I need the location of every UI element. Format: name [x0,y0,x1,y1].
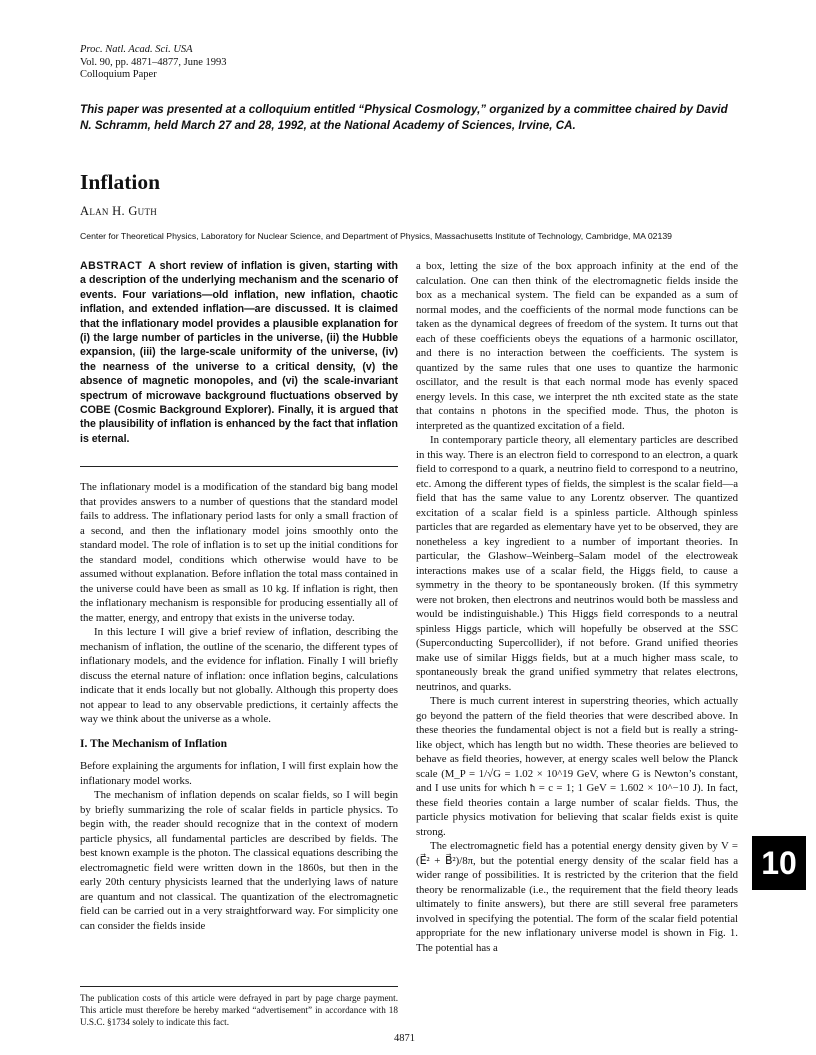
left-column [80,480,398,933]
journal-name: Proc. Natl. Acad. Sci. USA [80,44,193,55]
page-number: 4871 [394,1033,415,1044]
section-paragraph-2: The mechanism of inflation depends on scalar fields, so I will begin by briefly summarizing the role of scalar fields in particle physics. To begin with, the reader should recognize that in the context of modern particle physics, all fundamental particles are described by fields. The best known example is the photon. The classical equations describing the electromagnetic field were written down in the 1860s, but then in the early 20th century physicists learned that the underlying laws of nature are quantum and not classical. The quantization of the electromagnetic field can be carried out in a very straightforward way. For simplicity one can consider the fields inside [80,789,398,932]
right-paragraph-3: There is much current interest in superstring theories, which actually go beyond the pattern of the field theories that were described above. In these theories the fundamental object is not a field but is really a string-like object, which has length but no width. These theories are believed to behave as field theories, however, at energy scales well below the Planck scale (M_P = 1/√G = 1.02 × 10^19 GeV, where G is Newton’s constant, and I use units for which ħ = c = 1; 1 GeV = 1.602 × 10^−10 J). In fact, these field theories contain a large number of scalar fields. Thus, the particle physics motivation for believing that scalar fields exist is quite strong. [416,695,738,838]
volume-line: Vol. 90, pp. 4871–4877, June 1993 [80,56,227,68]
journal-header [80,44,227,82]
abstract-text: A short review of inflation is given, starting with a description of the underlying mechanism and the scenario of events. Four variations—old inflation, new inflation, chaotic inflation, and extended inflation—are discussed. It is claimed that the inflationary model provides a plausible explanation for (i) the large number of particles in the universe, (ii) the Hubble expansion, (iii) the large-scale uniformity of the universe, (iv) the nearness of the universe to a critical density, (v) the absence of magnetic monopoles, and (vi) the scale-invariant spectrum of microwave background fluctuations observed by COBE (Cosmic Background Explorer). Finally, it is argued that the plausibility of inflation is enhanced by the fact that inflation is eternal. [80,260,398,445]
paper-title: Inflation [80,170,161,194]
right-column [416,259,738,955]
section-paragraph-1: Before explaining the arguments for inflation, I will first explain how the inflationary model works. [80,760,398,787]
footnote-divider [80,986,398,987]
right-paragraph-2: In contemporary particle theory, all elementary particles are described in this way. There is an electron field to correspond to an electron, a quark field to correspond to a quark, a neutrino field to correspond to a neutrino, etc. Among the different types of fields, the simplest is the scalar field—a field that has the same value to any Lorentz observer. The quantized excitation of a scalar field is a spinless particle. Although spinless particles that are regarded as elementary have yet to be observed, they are nonetheless a key ingredient to a number of important theories. In particular, the Glashow–Weinberg–Salam model of the electroweak interactions makes use of a scalar field, the Higgs field, to cause a symmetry in the theory to be spontaneously broken. (If this symmetry were not broken, then electrons and neutrinos would both be massless and would be indistinguishable.) This Higgs field corresponds to a neutral spinless Higgs particle, which will hopefully be observed at the SSC (Superconducting Supercollider), if not before. Grand unified theories make use of similar Higgs fields, but at a much higher mass scale, to spontaneously break the grand unified symmetry that relates electrons, neutrinos, and quarks. [416,434,738,693]
intro-paragraph-1: The inflationary model is a modification of the standard big bang model that provides answers to a number of questions that the standard model fails to address. The inflationary period lasts for only a small fraction of a second, and then the inflationary model joins smoothly onto the standard model. The role of inflation is to set up the initial conditions for the standard model, conditions which otherwise would have to be assumed without explanation. Before inflation the total mass contained in the universe could have been as small as 10 kg. If inflation is right, then the inflationary mechanism is responsible for producing essentially all of the matter, energy, and entropy that exists in the universe today. [80,481,398,624]
intro-paragraph-2: In this lecture I will give a brief review of inflation, describing the mechanism of inflation, the outline of the scenario, the different types of inflationary models, and the evidence for inflation. Finally I will briefly discuss the eternal nature of inflation: once inflation begins, calculations indicate that it ends locally but not globally. Although this property does not appear to lead to any observable predictions, it certainly affects the way we think about the universe as a whole. [80,626,398,725]
colloquium-note: This paper was presented at a colloquium entitled “Physical Cosmology,” organized by a committee chaired by David N. Schramm, held March 27 and 28, 1992, at the National Academy of Sciences, Irvine, CA. [80,103,728,132]
affiliation: Center for Theoretical Physics, Laboratory for Nuclear Science, and Department of Physics, Massachusetts Institute of Technology, Cambridge, MA 02139 [80,231,673,241]
paper-type: Colloquium Paper [80,69,157,80]
section-heading: I. The Mechanism of Inflation [80,737,228,750]
abstract-divider [80,466,398,467]
abstract-label: ABSTRACT [80,260,143,272]
right-paragraph-1: a box, letting the size of the box approach infinity at the end of the calculation. One can then think of the electromagnetic fields inside the box as a mechanical system. The field can be expanded as a sum of normal modes, and the coefficients of the normal mode functions can be taken as the dynamical degrees of freedom of the system. It turns out that each of these coefficients obeys the equations of a harmonic oscillator, and there is no interaction between the coefficients. The system is quantized by the same rules that one uses to quantize the harmonic oscillator, and the result is that each normal mode has evenly spaced energy levels. In this case, we interpret the nth excited state as the state that contains n photons in the specified mode. Thus, the photon is interpreted as the quantized excitation of a field. [416,260,738,432]
footnote: The publication costs of this article were defrayed in part by page charge payment. This article must therefore be hereby marked “advertisement” in accordance with 18 U.S.C. §1734 solely to indicate this fact. [80,993,398,1027]
section-tab: 10 [752,836,806,890]
abstract [80,259,398,446]
right-paragraph-4: The electromagnetic field has a potential energy density given by V = (E⃗² + B⃗²)/8π, but the potential energy density of the scalar field has a wider range of possibilities. It is restricted by the criterion that the field theory be renormalizable (i.e., the requirement that the field theory leads ultimately to finite answers), but there are still several free parameters involved in specifying the potential. The form of the scalar field potential appropriate for the new inflationary universe model is shown in Fig. 1. The potential has a [416,840,738,954]
author-name: Alan H. Guth [80,204,158,218]
